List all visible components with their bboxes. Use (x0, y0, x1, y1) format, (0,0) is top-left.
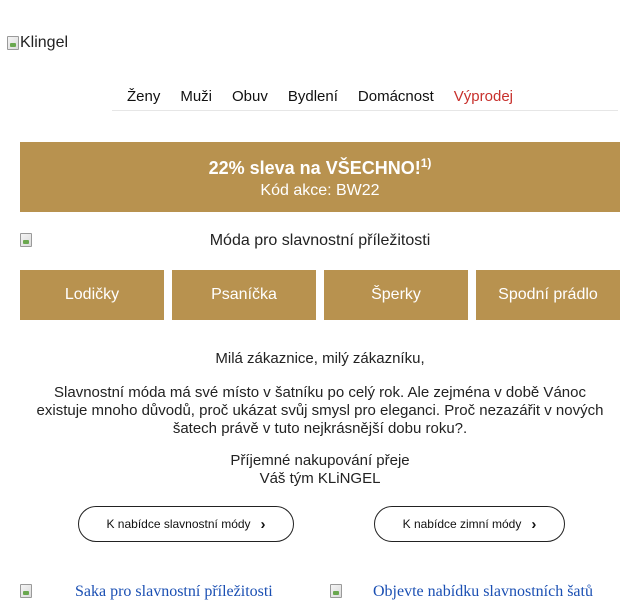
broken-image-icon (7, 36, 19, 50)
main-nav (0, 88, 640, 105)
nav-item-obuv[interactable]: Obuv (232, 88, 268, 105)
broken-image-icon (330, 584, 342, 598)
nav-item-vyprodej[interactable]: Výprodej (453, 88, 513, 105)
winter-fashion-button[interactable] (374, 506, 565, 542)
hero-image[interactable] (20, 231, 620, 251)
nav-item-zeny[interactable]: Ženy (126, 88, 161, 105)
promo-footnote-mark: 1) (420, 156, 432, 170)
nav-item-domacnost[interactable]: Domácnost (357, 88, 434, 105)
greeting: Milá zákaznice, milý zákazníku, (215, 350, 425, 367)
tile-dresses-alt: Objevte nabídku slavnostních šatů (373, 583, 593, 600)
category-sperky[interactable]: Šperky (324, 270, 468, 320)
chevron-right-icon: › (260, 515, 266, 533)
category-psanicka[interactable]: Psaníčka (172, 270, 316, 320)
logo-alt-text: Klingel (20, 34, 69, 51)
category-lodicky[interactable]: Lodičky (20, 270, 164, 320)
festive-fashion-button-label: K nabídce slavnostní módy (106, 517, 251, 531)
promo-headline (20, 156, 620, 179)
tile-jackets-alt: Saka pro slavnostní příležitosti (75, 583, 273, 600)
winter-fashion-button-label: K nabídce zimní módy (402, 517, 522, 531)
klingel-logo[interactable] (7, 34, 68, 52)
festive-fashion-button[interactable] (78, 506, 294, 542)
nav-item-bydleni[interactable]: Bydlení (287, 88, 338, 105)
closing-line-2: Váš tým KLiNGEL (259, 470, 381, 487)
promo-headline-text: 22% sleva na VŠECHNO! (208, 158, 421, 178)
nav-divider (112, 110, 618, 111)
closing-line-1: Příjemné nakupování přeje (230, 452, 410, 469)
chevron-right-icon: › (531, 515, 537, 533)
nav-item-muzi[interactable]: Muži (180, 88, 213, 105)
message-body: Slavnostní móda má své místo v šatníku po celý rok. Ale zejména v době Vánoc existuje mnoho důvodů, proč ukázat svůj smysl pro eleganci. Proč nezazářit v nových šatech právě v tuto nejkrásnější dobu roku?. (36, 384, 604, 437)
tile-jackets[interactable] (20, 583, 310, 603)
tile-dresses[interactable] (330, 583, 620, 603)
hero-image-alt: Móda pro slavnostní příležitosti (209, 232, 431, 249)
promo-banner[interactable] (20, 142, 620, 212)
broken-image-icon (20, 584, 32, 598)
category-buttons (20, 270, 620, 320)
promo-code: Kód akce: BW22 (260, 182, 380, 199)
category-spodni-pradlo[interactable]: Spodní prádlo (476, 270, 620, 320)
